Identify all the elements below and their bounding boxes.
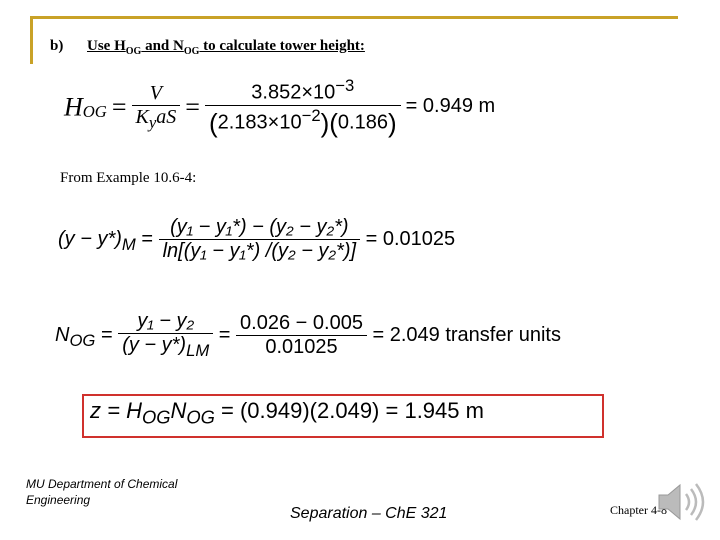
eq-symbol: N: [170, 398, 187, 423]
eq-equals: =: [185, 92, 200, 122]
eq-den: 0.01025: [265, 336, 338, 358]
eq-equals: =: [141, 227, 154, 250]
eq-result: = 2.049 transfer units: [372, 323, 561, 346]
heading-part: to calculate tower height:: [199, 38, 365, 54]
heading-sub: OG: [183, 46, 200, 57]
eq-sub: y: [148, 112, 157, 132]
eq-num: V: [149, 81, 162, 104]
footer-course: Separation – ChE 321: [290, 505, 448, 522]
fraction: [132, 82, 181, 133]
eq-sub: OG: [186, 406, 215, 428]
fraction: [236, 312, 367, 359]
eq-sub: OG: [141, 406, 171, 428]
eq-equals: =: [111, 92, 127, 122]
eq-den: ln[(y₁ − y₁*) /(y₂ − y₂*)]: [162, 240, 357, 262]
footer-chapter: Chapter 4-8: [610, 503, 667, 517]
top-accent-bar: [30, 16, 678, 19]
item-label: b): [50, 38, 64, 54]
eq-equals: =: [100, 323, 113, 346]
eq-den: (y − y*): [122, 334, 187, 356]
heading-part: Use H: [87, 38, 126, 54]
eq-symbol: N: [55, 323, 70, 346]
equation-tower-height: [90, 398, 484, 428]
eq-result: = (0.949)(2.049) = 1.945 m: [221, 398, 484, 423]
eq-num: 0.026 − 0.005: [236, 312, 367, 336]
section-heading: [87, 38, 365, 57]
eq-result: = 0.01025: [365, 227, 456, 250]
eq-sub: OG: [69, 330, 96, 350]
speaker-icon[interactable]: [655, 478, 707, 531]
eq-symbol: H: [64, 92, 83, 122]
eq-sub: LM: [186, 341, 210, 360]
eq-den: K: [135, 105, 149, 128]
heading-part: and N: [141, 38, 184, 54]
eq-num: (y₁ − y₁*) − (y₂ − y₂*): [170, 216, 349, 238]
eq-den: aS: [156, 105, 177, 128]
example-reference: From Example 10.6-4:: [60, 170, 197, 186]
eq-symbol: z = H: [90, 398, 142, 423]
fraction: [159, 216, 360, 263]
eq-exp: −3: [335, 76, 355, 95]
eq-num: 3.852×10: [251, 81, 336, 104]
eq-symbol: (y − y*): [58, 227, 122, 250]
eq-result: = 0.949 m: [405, 94, 496, 117]
fraction: [118, 310, 213, 361]
equation-log-mean: [58, 216, 455, 263]
equation-nog: [55, 310, 561, 361]
fraction: $\frac{3.852\times 10^{-3}}{(2.183\times 10^{-2})(0.186)}$: [205, 76, 401, 139]
eq-sub: M: [121, 234, 136, 254]
eq-exp: −2: [301, 105, 321, 125]
eq-num: y₁ − y₂: [137, 310, 195, 332]
eq-den: 0.186: [337, 111, 388, 134]
left-accent-bar: [30, 16, 33, 64]
eq-den: 2.183×10: [217, 111, 302, 134]
eq-equals: =: [218, 323, 231, 346]
footer-department: MU Department of Chemical Engineering: [26, 477, 178, 507]
eq-sub: OG: [82, 101, 107, 121]
heading-sub: OG: [125, 46, 142, 57]
equation-hog: [64, 76, 495, 139]
